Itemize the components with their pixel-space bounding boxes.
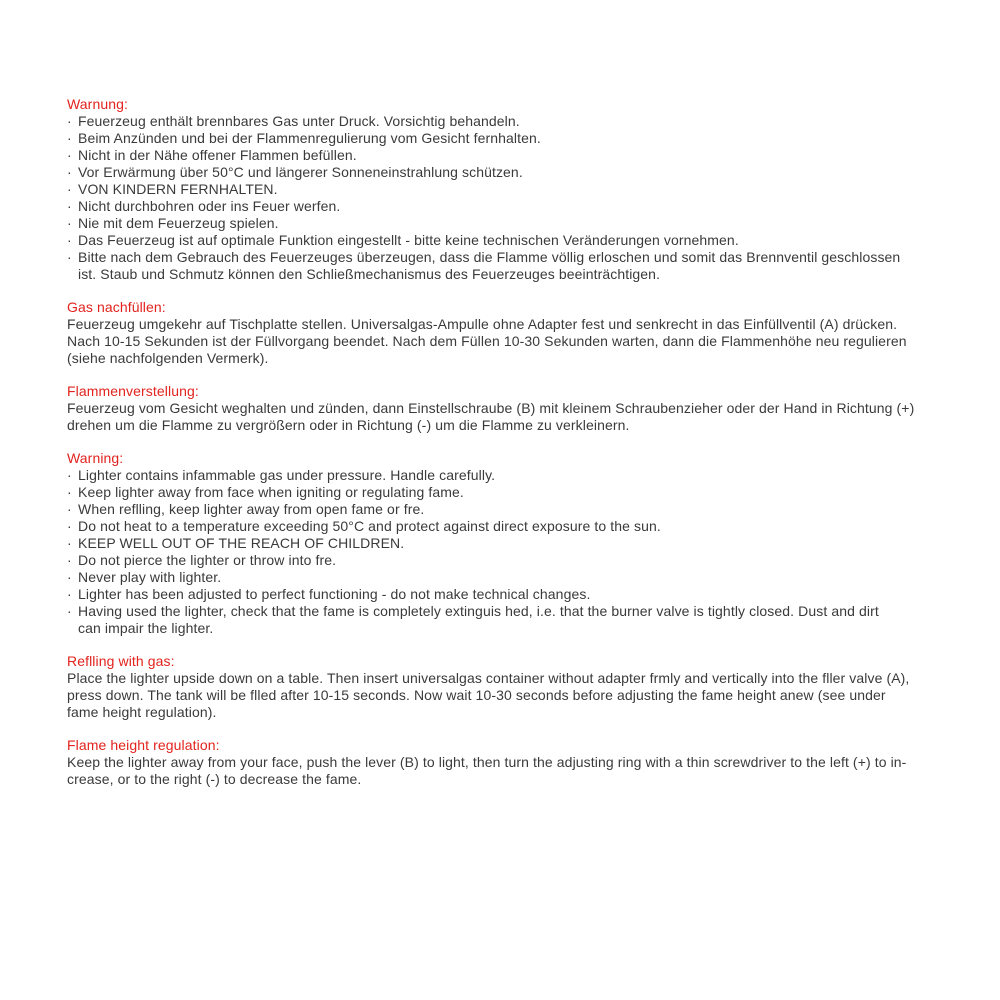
text-line: Das Feuerzeug ist auf optimale Funktion eingestellt - bitte keine technischen Veränderungen vornehmen.	[78, 232, 739, 248]
text-line: Lighter has been adjusted to perfect functioning - do not make technical changes.	[78, 586, 591, 602]
bullet-icon: ·	[67, 113, 72, 129]
text-line: ist. Staub und Schmutz können den Schließmechanismus des Feuerzeuges beeinträchtigen.	[78, 266, 661, 282]
instruction-sheet	[67, 96, 967, 804]
bullet-item	[67, 552, 967, 569]
bullet-item	[67, 232, 967, 249]
text-line: VON KINDERN FERNHALTEN.	[78, 181, 278, 197]
bullet-icon: ·	[67, 569, 72, 585]
bullet-item	[67, 518, 967, 535]
bullet-icon: ·	[67, 198, 72, 214]
bullet-icon: ·	[67, 215, 72, 231]
text-line: press down. The tank will be flled after 10-15 seconds. Now wait 10-30 seconds before adjusting the fame height anew (see under	[67, 687, 886, 703]
bullet-icon: ·	[67, 586, 72, 602]
text-line: (siehe nachfolgenden Vermerk).	[67, 350, 269, 366]
bullet-icon: ·	[67, 484, 72, 500]
bullet-item	[67, 501, 967, 518]
bullet-item	[67, 586, 967, 603]
text-line: fame height regulation).	[67, 704, 217, 720]
text-line: Place the lighter upside down on a table. Then insert universalgas container without adapter frmly and vertically into the fller valve (A),	[67, 670, 910, 686]
bullet-item-text	[78, 484, 967, 501]
text-line: Nie mit dem Feuerzeug spielen.	[78, 215, 279, 231]
text-line: Vor Erwärmung über 50°C und längerer Sonneneinstrahlung schützen.	[78, 164, 523, 180]
bullet-item-text	[78, 518, 967, 535]
text-line: crease, or to the right (-) to decrease the fame.	[67, 771, 362, 787]
text-line: Keep the lighter away from your face, push the lever (B) to light, then turn the adjusting ring with a thin screwdriver to the left (+) to in-	[67, 754, 907, 770]
bullet-item-text	[78, 249, 967, 283]
bullet-item-text	[78, 113, 967, 130]
bullet-icon: ·	[67, 467, 72, 483]
section-heading-warnung-de: Warnung:	[67, 96, 128, 112]
bullet-item-text	[78, 164, 967, 181]
text-line: Lighter contains infammable gas under pressure. Handle carefully.	[78, 467, 496, 483]
text-line: KEEP WELL OUT OF THE REACH OF CHILDREN.	[78, 535, 405, 551]
section-heading-gas-nachfuellen-de: Gas nachfüllen:	[67, 299, 166, 315]
bullet-item	[67, 467, 967, 484]
bullet-item-text	[78, 181, 967, 198]
text-line: can impair the lighter.	[78, 620, 214, 636]
bullet-item	[67, 113, 967, 130]
section-heading-flame-height-en: Flame height regulation:	[67, 737, 220, 753]
text-line: Nicht in der Nähe offener Flammen befüllen.	[78, 147, 357, 163]
bullet-item-text	[78, 215, 967, 232]
text-line: Do not heat to a temperature exceeding 50°C and protect against direct exposure to the sun.	[78, 518, 661, 534]
bullet-item-text	[78, 147, 967, 164]
text-line: Feuerzeug enthält brennbares Gas unter Druck. Vorsichtig behandeln.	[78, 113, 520, 129]
section-refilling-en	[67, 653, 967, 721]
bullet-item	[67, 130, 967, 147]
text-line: When reflling, keep lighter away from open fame or fre.	[78, 501, 425, 517]
bullet-icon: ·	[67, 249, 72, 265]
section-flame-height-en	[67, 737, 967, 788]
bullet-icon: ·	[67, 552, 72, 568]
section-heading-warning-en: Warning:	[67, 450, 124, 466]
bullet-icon: ·	[67, 535, 72, 551]
section-heading-refilling-en: Reflling with gas:	[67, 653, 175, 669]
bullet-item-text	[78, 232, 967, 249]
section-heading-flammenverstellung-de: Flammenverstellung:	[67, 383, 199, 399]
bullet-item	[67, 215, 967, 232]
bullet-item	[67, 164, 967, 181]
bullet-item	[67, 249, 967, 283]
bullet-item-text	[78, 535, 967, 552]
bullet-item	[67, 569, 967, 586]
bullet-item-text	[78, 198, 967, 215]
bullet-icon: ·	[67, 147, 72, 163]
text-line: Beim Anzünden und bei der Flammenregulierung vom Gesicht fernhalten.	[78, 130, 541, 146]
section-gas-nachfuellen-de	[67, 299, 967, 367]
text-line: drehen um die Flamme zu vergrößern oder in Richtung (-) um die Flamme zu verkleinern.	[67, 417, 630, 433]
text-line: Having used the lighter, check that the fame is completely extinguis hed, i.e. that the burner valve is tightly closed. Dust and dirt	[78, 603, 879, 619]
bullet-item	[67, 181, 967, 198]
bullet-icon: ·	[67, 164, 72, 180]
text-line: Bitte nach dem Gebrauch des Feuerzeuges überzeugen, dass die Flamme völlig erloschen und somit das Brennventil geschlossen	[78, 249, 901, 265]
bullet-icon: ·	[67, 501, 72, 517]
bullet-item-text	[78, 586, 967, 603]
text-line: Nach 10-15 Sekunden ist der Füllvorgang beendet. Nach dem Füllen 10-30 Sekunden warten, dann die Flammenhöhe neu regulieren	[67, 333, 907, 349]
bullet-item-text	[78, 130, 967, 147]
bullet-icon: ·	[67, 603, 72, 619]
text-line: Nicht durchbohren oder ins Feuer werfen.	[78, 198, 341, 214]
bullet-item	[67, 484, 967, 501]
text-line: Do not pierce the lighter or throw into fre.	[78, 552, 337, 568]
text-line: Keep lighter away from face when igniting or regulating fame.	[78, 484, 464, 500]
bullet-item	[67, 147, 967, 164]
section-warning-en	[67, 450, 967, 637]
bullet-item-text	[78, 552, 967, 569]
text-line: Feuerzeug umgekehr auf Tischplatte stellen. Universalgas-Ampulle ohne Adapter fest und senkrecht in das Einfüllventil (A) drücken.	[67, 316, 898, 332]
bullet-item	[67, 603, 967, 637]
bullet-icon: ·	[67, 232, 72, 248]
bullet-item-text	[78, 501, 967, 518]
section-flammenverstellung-de	[67, 383, 967, 434]
bullet-icon: ·	[67, 518, 72, 534]
bullet-item	[67, 535, 967, 552]
text-line: Feuerzeug vom Gesicht weghalten und zünden, dann Einstellschraube (B) mit kleinem Schraubenzieher oder der Hand in Richtung (+)	[67, 400, 915, 416]
bullet-icon: ·	[67, 130, 72, 146]
bullet-item-text	[78, 467, 967, 484]
section-warnung-de	[67, 96, 967, 283]
bullet-icon: ·	[67, 181, 72, 197]
bullet-item	[67, 198, 967, 215]
bullet-item-text	[78, 569, 967, 586]
bullet-item-text	[78, 603, 967, 637]
text-line: Never play with lighter.	[78, 569, 222, 585]
